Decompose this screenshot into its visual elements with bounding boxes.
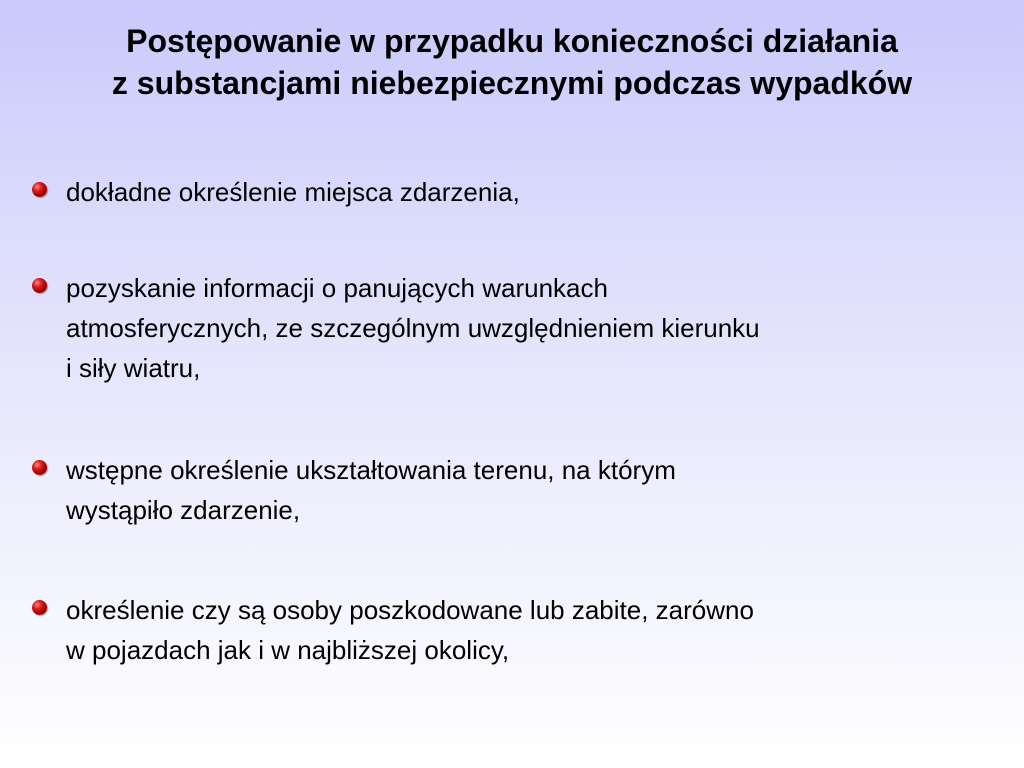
red-sphere-bullet-icon [32,182,47,197]
bullet-text-line: pozyskanie informacji o panujących warunkach [66,273,608,303]
slide-title-line-1: Postępowanie w przypadku konieczności działania [126,23,898,59]
slide-title-line-2: z substancjami niebezpiecznymi podczas wypadków [111,65,913,101]
bullet-text [66,268,1006,388]
bullet-text-line: wystąpiło zdarzenie, [66,495,301,525]
red-sphere-bullet-icon [32,460,47,475]
bullet-text-line: i siły wiatru, [66,353,201,383]
bullet-text [66,590,1006,670]
bullet-text [66,450,1006,530]
bullet-text-line: wstępne określenie ukształtowania terenu, na którym [66,455,676,485]
red-sphere-bullet-icon [32,600,47,615]
bullet-text-line: atmosferycznych, ze szczególnym uwzględnieniem kierunku [66,313,760,343]
bullet-text-line: dokładne określenie miejsca zdarzenia, [66,177,520,207]
bullet-text-line: określenie czy są osoby poszkodowane lub zabite, zarówno [66,595,754,625]
bullet-text-line: w pojazdach jak i w najbliższej okolicy, [66,635,510,665]
bullet-text [66,172,1006,212]
red-sphere-bullet-icon [32,278,47,293]
